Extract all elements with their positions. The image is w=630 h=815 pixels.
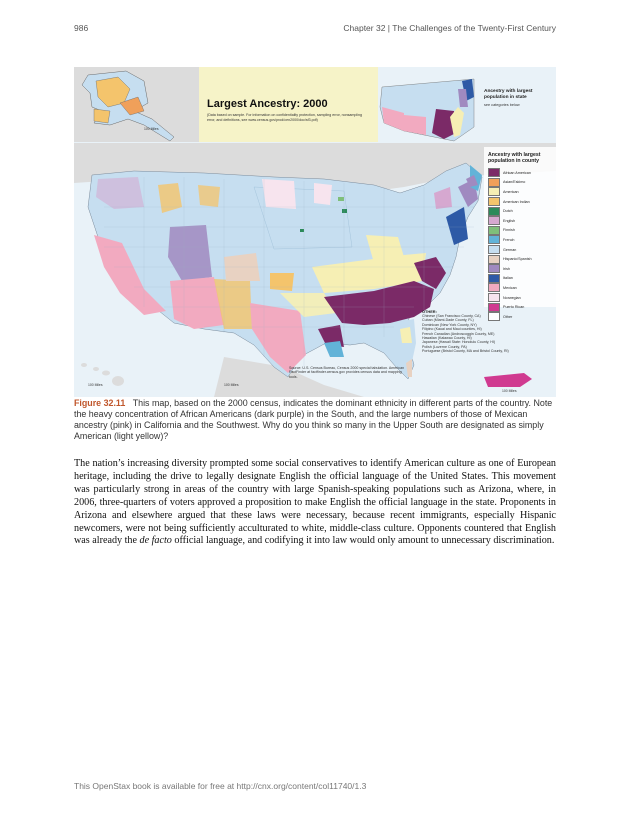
legend-swatch (488, 197, 500, 206)
county-legend-title: Ancestry with largest population in county (488, 152, 541, 164)
legend-label: American Indian (503, 199, 530, 204)
state-inset (378, 67, 556, 142)
legend-swatch (488, 245, 500, 254)
other-item: Japanese (Hawaii State: Honolulu County, HI) (422, 340, 496, 345)
legend-label: French (503, 237, 515, 242)
legend-swatch (488, 274, 500, 283)
other-item: Dominican (New York County, NY) (422, 322, 477, 327)
paragraph-part-2: official language, and codifying it into law would only amount to unnecessary discrimination. (171, 535, 555, 547)
footer-note: This OpenStax book is available for free at http://cnx.org/content/col11740/1.3 (74, 781, 367, 791)
paragraph-italic: de facto (139, 535, 172, 547)
legend-swatch (488, 293, 500, 302)
legend-item (488, 245, 532, 255)
legend-label: Italian (503, 276, 513, 281)
legend-label: Puerto Rican (503, 305, 525, 310)
main-scale-label: 100 Miles (224, 383, 239, 387)
legend-item (488, 235, 532, 245)
legend-item (488, 274, 532, 284)
legend-swatch (488, 187, 500, 196)
legend-label: African American (503, 170, 531, 175)
body-paragraph (74, 458, 556, 548)
other-heading: OTHER: (422, 309, 437, 314)
map-source: Source: U.S. Census Bureau, Census 2000 special tabulation. American FactFinder at factfinder.census.gov provides census data and mapping tools. (289, 366, 405, 379)
ancestry-map-figure (74, 67, 556, 397)
legend-item (488, 226, 532, 236)
other-list (422, 314, 552, 354)
legend-item (488, 197, 532, 207)
legend-item (488, 264, 532, 274)
map-title: Largest Ancestry: 2000 (207, 98, 328, 110)
paragraph-part-1: The nation’s increasing diversity prompted some social conservatives to identify American culture as one of European heritage, including the drive to legally designate English the official language of the United States. This movement was particularly strong in areas of the country with large Spanish-speaking populations such as Arizona, where, in 2006, three-quarters of voters approved a proposition to make English the official language in the state. Proponents in Arizona and elsewhere argued that these laws were necessary, because recent immigrants, especially Hispanic newcomers, were not being sufficiently acculturated to white, middle-class culture. Opponents countered that English was already the (74, 458, 556, 547)
state-inset-legend-title: Ancestry with largest population in state (484, 89, 533, 100)
pr-scale-label: 100 Miles (502, 389, 517, 393)
other-item: Filipino (Kauai and Maui counties, HI) (422, 327, 482, 332)
chapter-title: Chapter 32 | The Challenges of the Twenty-First Century (343, 23, 556, 33)
legend-item (488, 168, 532, 178)
legend (488, 168, 532, 322)
map-note: (Data based on sample. For information on confidentiality protection, sampling error, nonsampling error, and definitions, see www.census.gov/prod/cen2000/doc/sf3.pdf) (207, 113, 363, 122)
legend-label: Dutch (503, 209, 513, 214)
alaska-scale-label: 100 Miles (144, 127, 159, 131)
legend-swatch (488, 168, 500, 177)
legend-label: Norwegian (503, 295, 521, 300)
state-inset-legend-sub: see categories below (484, 103, 520, 107)
figure-label: Figure 32.11 (74, 398, 126, 408)
other-item: Hawaiian (Kalawao County, HI) (422, 336, 472, 341)
legend-item (488, 293, 532, 303)
legend-label: German (503, 247, 517, 252)
legend-label: Other (503, 314, 513, 319)
other-item: Portuguese (Bristol County, MA and Bristol County, RI) (422, 349, 509, 354)
hawaii-scale-label: 100 Miles (88, 383, 103, 387)
legend-label: Finnish (503, 228, 515, 233)
legend-swatch (488, 226, 500, 235)
legend-label: Mexican (503, 285, 517, 290)
legend-item (488, 302, 532, 312)
legend-label: American (503, 189, 519, 194)
other-item: French Canadian (Androscoggin County, ME) (422, 331, 495, 336)
legend-item (488, 283, 532, 293)
figure-caption (74, 398, 556, 442)
other-item: Chinese (San Francisco County, CA) (422, 314, 481, 318)
hawaii-inset (74, 357, 144, 397)
legend-item (488, 206, 532, 216)
legend-label: Irish (503, 266, 510, 271)
legend-swatch (488, 235, 500, 244)
legend-label: Hispanic/Spanish (503, 257, 532, 262)
legend-item (488, 178, 532, 188)
legend-swatch (488, 303, 500, 312)
page-number: 986 (74, 23, 89, 33)
other-item: Cuban (Miami-Dade County, FL) (422, 318, 474, 323)
legend-swatch (488, 178, 500, 187)
legend-swatch (488, 264, 500, 273)
legend-swatch (488, 207, 500, 216)
legend-label: Asian/Eskimo (503, 180, 526, 185)
legend-label: English (503, 218, 516, 223)
legend-swatch (488, 255, 500, 264)
caption-text: This map, based on the 2000 census, indicates the dominant ethnicity in different parts of the country. Note the heavy concentration of African Americans (dark purple) in the South, and the large numbers of those of Mexican ancestry (pink) in California and the Southwest. Why do you think so many in the Upper South are designated as simply American (light yellow)? (74, 398, 553, 441)
legend-item (488, 216, 532, 226)
other-item: Polish (Luzerne County, PA) (422, 344, 467, 349)
alaska-inset (74, 67, 199, 142)
legend-item (488, 254, 532, 264)
legend-swatch (488, 283, 500, 292)
legend-swatch (488, 216, 500, 225)
legend-item (488, 187, 532, 197)
